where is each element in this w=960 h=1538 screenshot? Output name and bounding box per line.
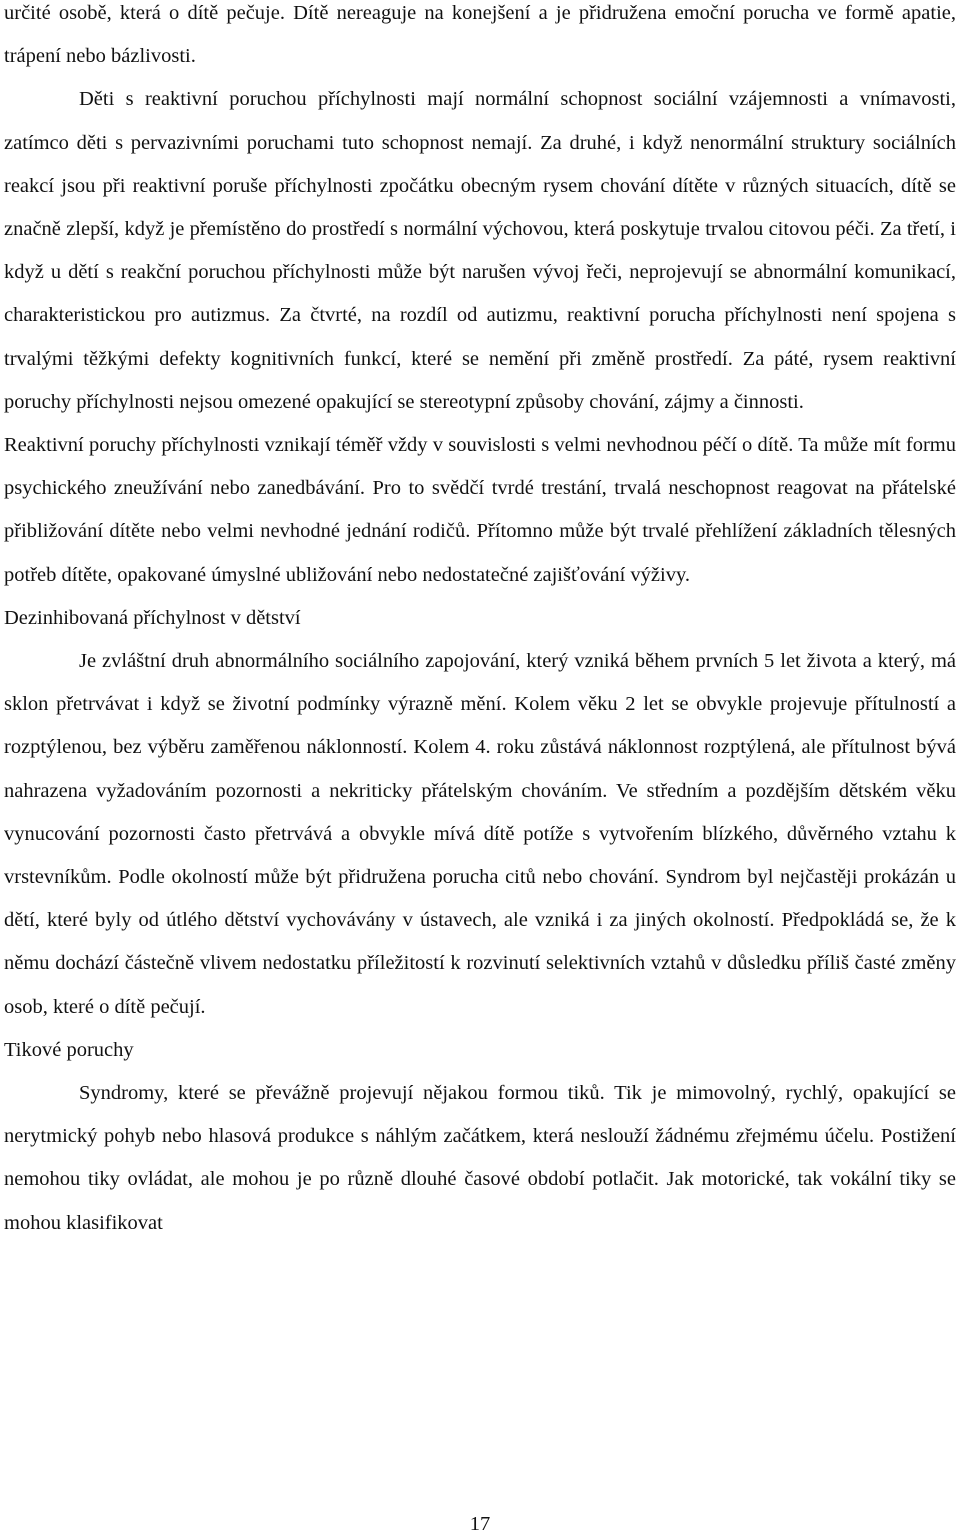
paragraph: Je zvláštní druh abnormálního sociálního zapojování, který vzniká během prvních 5 let života a který, má sklon přetrvávat i když se životní podmínky výrazně mění. Kolem věku 2 let se obvykle projevuje přítulností a rozptýlenou, bez výběru zaměřenou náklonností. Kolem 4. roku zůstává náklonnost rozptýlená, ale přítulnost bývá nahrazena vyžadováním pozornosti a nekriticky přátelským chováním. Ve středním a pozdějším dětském věku vynucování pozornosti často přetrvává a obvykle mívá dítě potíže s vytvořením blízkého, důvěrného vztahu k vrstevníkům. Podle okolností může být přidružena porucha citů nebo chování. Syndrom byl nejčastěji prokázán u dětí, které byly od útlého dětství vychovávány v ústavech, ale vzniká i za jiných okolností. Předpokládá se, že k němu dochází částečně vlivem nedostatku příležitostí k rozvinutí selektivních vztahů v důsledku příliš časté změny osob, které o dítě pečují. [4,650,956,1018]
paragraph: Děti s reaktivní poruchou příchylnosti mají normální schopnost sociální vzájemnosti a vnímavosti, zatímco děti s pervazivními poruchami tuto schopnost nemají. Za druhé, i když nenormální struktury sociálních reakcí jsou při reaktivní poruše příchylnosti zpočátku obecným rysem chování dítěte v různých situacích, dítě se značně zlepší, když je přemístěno do prostředí s normální výchovou, která poskytuje trvalou citovou péči. Za třetí, i když u dětí s reakční poruchou příchylnosti může být narušen vývoj řeči, neprojevují se abnormální komunikací, charakteristickou pro autizmus. Za čtvrté, na rozdíl od autizmu, reaktivní porucha příchylnosti není spojena s trvalými těžkými defekty kognitivních funkcí, které se nemění při změně prostředí. Za páté, rysem reaktivní poruchy příchylnosti nejsou omezené opakující se stereotypní způsoby chování, zájmy a činnosti. [4,88,956,413]
paragraph: určité osobě, která o dítě pečuje. Dítě nereaguje na konejšení a je přidružena emoční porucha ve formě apatie, trápení nebo bázlivosti. [4,2,956,68]
document-page [4,0,956,1245]
section-heading: Tikové poruchy [4,1038,134,1061]
paragraph: Reaktivní poruchy příchylnosti vznikají téměř vždy v souvislosti s velmi nevhodnou péčí o dítě. Ta může mít formu psychického zneužívání nebo zanedbávání. Pro to svědčí tvrdé trestání, trvalá neschopnost reagovat na přátelské přibližování dítěte nebo velmi nevhodné jednání rodičů. Přítomno může být trvalé přehlížení základních tělesných potřeb dítěte, opakované úmyslné ubližování nebo nedostatečné zajišťování výživy. [4,434,956,586]
section-heading: Dezinhibovaná příchylnost v dětství [4,606,301,629]
page-number: 17 [469,1513,491,1535]
paragraph: Syndromy, které se převážně projevují nějakou formou tiků. Tik je mimovolný, rychlý, opakující se nerytmický pohyb nebo hlasová produkce s náhlým začátkem, která neslouží žádnému zřejmému účelu. Postižení nemohou tiky ovládat, ale mohou je po různě dlouhé časové období potlačit. Jak motorické, tak vokální tiky se mohou klasifikovat [4,1082,956,1234]
